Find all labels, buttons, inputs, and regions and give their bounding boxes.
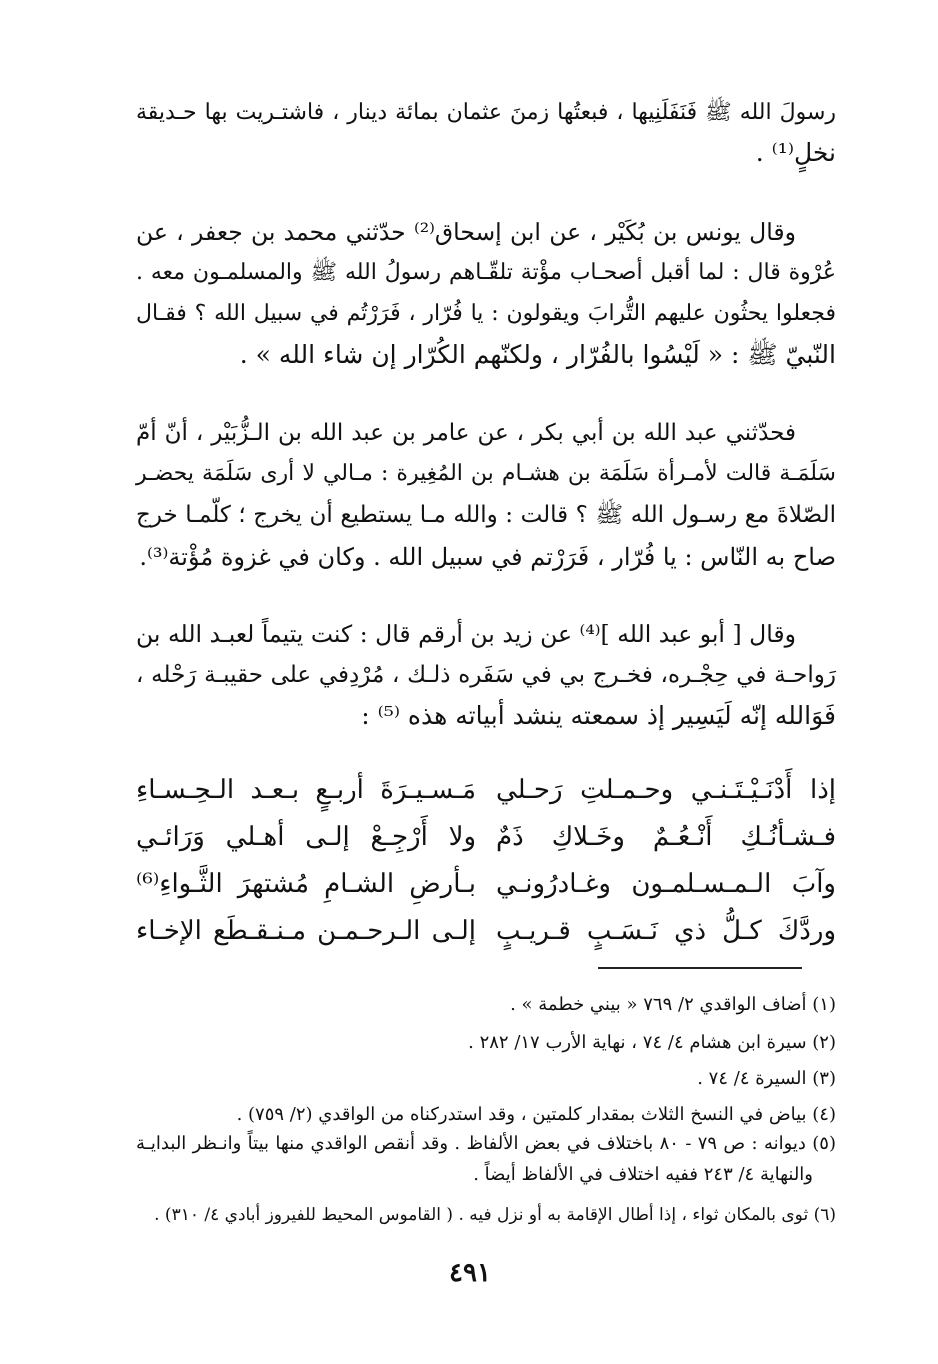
footnote-continuation: والنهاية ٤/ ٢٤٣ ففيه اختلاف في الألفاظ أيضاً .	[473, 1164, 813, 1185]
footnote: (٦) ثوى بالمكان ثواء ، إذا أطال الإقامة به أو نزل فيه . ( القاموس المحيط للفيروز أبادي ٤/ ٣١٠) .	[154, 1205, 836, 1225]
paragraph-4	[136, 614, 836, 744]
paragraph-3	[136, 413, 836, 583]
text-line: صاح به النّاس : يا فُرّار ، فَرَرْتم في سبيل الله . وكان في غزوة مُؤْتة⁽³⁾.	[139, 543, 836, 571]
verse-second-hemistich: إلـى الـرحـمـن مـنـقـطَع الإخـاء	[136, 916, 476, 946]
verse-first-hemistich: إذا أَدْنَـيْـتَـنـي وحـمـلتِ رَحـلي	[496, 775, 836, 805]
paragraph-1	[136, 93, 836, 173]
text-line: الصّلاةَ مع رسـول الله ﷺ ؟ قالت : والله مـا يستطيع أن يخرج ؛ كلّمـا خرج	[136, 502, 836, 528]
text-line: نخلٍ⁽¹⁾ .	[755, 138, 836, 167]
paragraph-2	[136, 212, 836, 372]
verse-first-hemistich: وآبَ الـمـسـلمـون وغـادرُونـي	[496, 869, 836, 899]
text-line: فجعلوا يحثُون عليهم التُّرابَ ويقولون : يا فُرّار ، فَرَرْتُم في سبيل الله ؟ فقـال	[136, 301, 836, 326]
footnote-separator	[598, 967, 802, 969]
verse-line	[136, 815, 836, 859]
verse-line	[136, 768, 836, 812]
text-line: رَواحـة في حِجْـره، فخـرج بي في سَفَره ذلـك ، مُرْدِفي على حقيبـة رَحْله ،	[136, 662, 836, 688]
text-line: عُرْوة قال : لما أقبل أصحـاب مؤْتة تلقّـاهم رسولُ الله ﷺ والمسلمـون معه .	[136, 260, 836, 285]
footnote: (٣) السيرة ٤/ ٧٤ .	[697, 1068, 836, 1089]
footnote: (١) أضاف الواقدي ٢/ ٧٦٩ « بيني خطمة » .	[510, 994, 836, 1015]
verse-first-hemistich: وردَّكَ كـلُّ ذي نَـسَـبٍ قـريـبٍ	[496, 916, 836, 946]
text-line: فَوَالله إنّه لَيَسِير إذ سمعته ينشد أبياته هذه ⁽⁵⁾ :	[361, 701, 836, 730]
footnote: (٤) بياض في النسخ الثلاث بمقدار كلمتين ، وقد استدركناه من الواقدي (٢/ ٧٥٩) .	[236, 1104, 836, 1125]
footnote: (٥) ديوانه : ص ٧٩ - ٨٠ باختلاف في بعض الألفاظ . وقد أنقص الواقدي منها بيتاً وانـظر البدايـة	[136, 1133, 836, 1154]
verse-second-hemistich: ولا أَرْجِـعْ إلـى أهـلي وَرَائـي	[136, 822, 476, 852]
text-line: النّبيّ ﷺ : « لَيْسُوا بالفُرّار ، ولكنّهم الكُرّار إن شاء الله » .	[239, 340, 836, 369]
footnote: (٢) سيرة ابن هشام ٤/ ٧٤ ، نهاية الأرب ١٧/ ٢٨٢ .	[468, 1032, 836, 1053]
verse-line	[136, 862, 836, 906]
page-number: ٤٩١	[449, 1258, 491, 1288]
text-line: رسولَ الله ﷺ فَنَفَلَنِيها ، فبعتُها زمنَ عثمان بمائة دينار ، فاشتـريت بها حـديقة	[136, 100, 836, 125]
text-line: وقال [ أبو عبد الله ]⁽⁴⁾ عن زيد بن أرقم قال : كنت يتيماً لعبـد الله بن	[136, 620, 796, 648]
verse-second-hemistich: بـأرضِ الشـامِ مُشتهرَ الثَّـواءِ⁽⁶⁾	[136, 869, 476, 899]
verse-second-hemistich: مَـسـيـرَةَ أربـعٍ بـعـد الـحِـسـاءِ	[136, 775, 476, 805]
text-line: وقال يونس بن بُكَيْر ، عن ابن إسحاق⁽²⁾ حدّثني محمد بن جعفر ، عن	[136, 218, 796, 246]
text-line: فحدّثني عبد الله بن أبي بكر ، عن عامر بن عبد الله بن الـزُّبَيْر ، أنّ أمّ	[136, 420, 796, 446]
text-line: سَلَمَـة قالت لأمـرأة سَلَمَة بن هشـام بن المُغِيرة : مـالي لا أرى سَلَمَة يحضـر	[136, 461, 836, 486]
verse-first-hemistich: فـشـأنُـكِ أَنْـعُـمٌ وخَـلاكِ ذَمٌ	[496, 822, 836, 852]
verse-line	[136, 909, 836, 953]
